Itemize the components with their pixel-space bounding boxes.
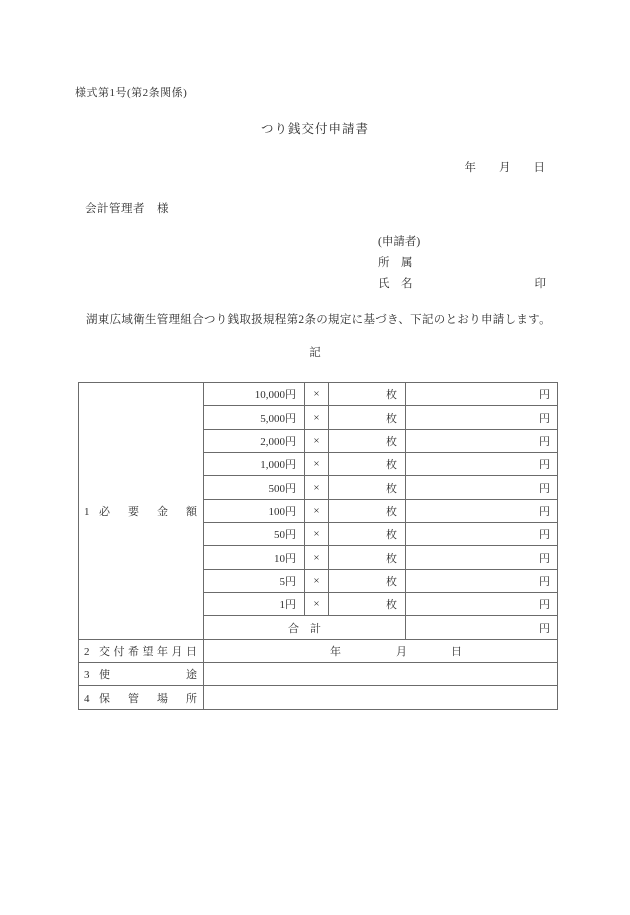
denomination-cell: 5円 bbox=[204, 569, 305, 592]
date-line: 年 月 日 bbox=[464, 162, 545, 174]
sheets-unit-cell: 枚 bbox=[329, 569, 406, 592]
amount-cell: 円 bbox=[406, 569, 558, 592]
applicant-block bbox=[378, 232, 546, 295]
section4-label: 保管場所 bbox=[99, 692, 197, 705]
storage-location-row bbox=[79, 686, 558, 710]
amount-cell: 円 bbox=[406, 383, 558, 406]
sheets-unit-cell: 枚 bbox=[329, 383, 406, 406]
multiply-sign: × bbox=[305, 453, 329, 476]
page-title: つり銭交付申請書 bbox=[260, 122, 369, 136]
section1-label: 必要金額 bbox=[99, 505, 197, 518]
total-label-cell: 合 計 bbox=[204, 616, 406, 639]
multiply-sign: × bbox=[305, 476, 329, 499]
section1-label-cell bbox=[79, 383, 204, 640]
application-table bbox=[78, 382, 558, 710]
amount-cell: 円 bbox=[406, 476, 558, 499]
multiply-sign: × bbox=[305, 406, 329, 429]
amount-cell: 円 bbox=[406, 593, 558, 616]
multiply-sign: × bbox=[305, 593, 329, 616]
multiply-sign: × bbox=[305, 546, 329, 569]
denomination-cell: 2,000円 bbox=[204, 429, 305, 452]
denomination-cell: 10,000円 bbox=[204, 383, 305, 406]
section2-label: 交付希望年月日 bbox=[99, 645, 197, 658]
name-line bbox=[378, 274, 546, 295]
denomination-cell: 10円 bbox=[204, 546, 305, 569]
note-mark: 記 bbox=[309, 347, 321, 359]
denomination-cell: 1,000円 bbox=[204, 453, 305, 476]
multiply-sign: × bbox=[305, 499, 329, 522]
multiply-sign: × bbox=[305, 523, 329, 546]
section4-label-cell bbox=[79, 686, 204, 710]
section2-label-cell bbox=[79, 639, 204, 662]
sheets-unit-cell: 枚 bbox=[329, 453, 406, 476]
sheets-unit-cell: 枚 bbox=[329, 476, 406, 499]
section3-number: 3 bbox=[84, 669, 90, 682]
section4-number: 4 bbox=[84, 692, 90, 705]
affiliation-label: 所 属 bbox=[378, 257, 413, 269]
desired-date-cell: 年 月 日 bbox=[204, 639, 558, 662]
amount-cell: 円 bbox=[406, 406, 558, 429]
denomination-cell: 5,000円 bbox=[204, 406, 305, 429]
amount-cell: 円 bbox=[406, 453, 558, 476]
denomination-cell: 50円 bbox=[204, 523, 305, 546]
body-paragraph: 湖東広域衛生管理組合つり銭取扱規程第2条の規定に基づき、下記のとおり申請します。 bbox=[86, 314, 551, 326]
section3-label: 使途 bbox=[99, 669, 197, 682]
sheets-unit-cell: 枚 bbox=[329, 593, 406, 616]
denomination-cell: 1円 bbox=[204, 593, 305, 616]
section2-number: 2 bbox=[84, 645, 90, 658]
storage-location-cell bbox=[204, 686, 558, 710]
amount-cell: 円 bbox=[406, 546, 558, 569]
total-amount-cell: 円 bbox=[406, 616, 558, 639]
section3-label-cell bbox=[79, 663, 204, 686]
sheets-unit-cell: 枚 bbox=[329, 499, 406, 522]
applicant-heading: (申請者) bbox=[378, 236, 421, 248]
purpose-cell bbox=[204, 663, 558, 686]
section1-number: 1 bbox=[84, 505, 90, 518]
denomination-cell: 100円 bbox=[204, 499, 305, 522]
amount-cell: 円 bbox=[406, 429, 558, 452]
amount-cell: 円 bbox=[406, 499, 558, 522]
multiply-sign: × bbox=[305, 383, 329, 406]
sheets-unit-cell: 枚 bbox=[329, 546, 406, 569]
multiply-sign: × bbox=[305, 569, 329, 592]
denomination-cell: 500円 bbox=[204, 476, 305, 499]
sheets-unit-cell: 枚 bbox=[329, 429, 406, 452]
desired-date-row bbox=[79, 639, 558, 662]
form-number: 様式第1号(第2条関係) bbox=[75, 87, 188, 99]
denomination-row bbox=[79, 383, 558, 406]
sheets-unit-cell: 枚 bbox=[329, 406, 406, 429]
name-label: 氏 名 bbox=[378, 278, 413, 290]
amount-cell: 円 bbox=[406, 523, 558, 546]
sheets-unit-cell: 枚 bbox=[329, 523, 406, 546]
seal-mark: 印 bbox=[534, 278, 546, 290]
multiply-sign: × bbox=[305, 429, 329, 452]
addressee-line: 会計管理者 様 bbox=[85, 203, 169, 215]
purpose-row bbox=[79, 663, 558, 686]
